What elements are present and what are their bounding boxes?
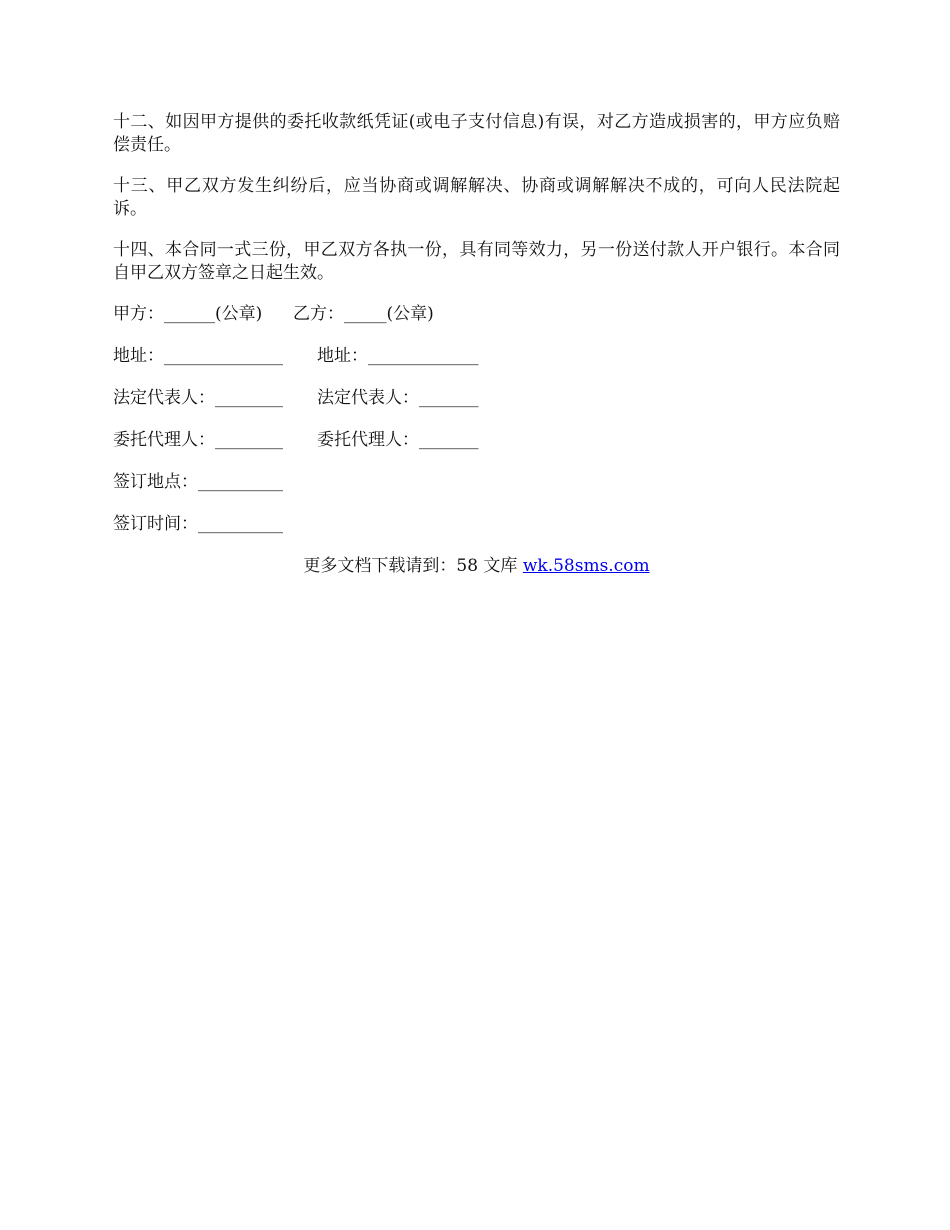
clause-12: 十二、如因甲方提供的委托收款纸凭证(或电子支付信息)有误，对乙方造成损害的，甲方应负赔偿责任。 xyxy=(113,112,840,155)
sign-place-row xyxy=(113,471,840,494)
address-a-field: 地址：______________ xyxy=(113,346,283,366)
party-a-field: 甲方：______(公章) xyxy=(113,304,263,324)
address-b-field: 地址：_____________ xyxy=(317,346,479,366)
clause-14: 十四、本合同一式三份，甲乙双方各执一份，具有同等效力，另一份送付款人开户银行。本合同自甲乙双方签章之日起生效。 xyxy=(113,240,840,283)
footer-text: 更多文档下载请到：58 文库 xyxy=(303,556,523,576)
clause-13: 十三、甲乙双方发生纠纷后，应当协商或调解解决、协商或调解解决不成的，可向人民法院起诉。 xyxy=(113,176,840,219)
sign-time-row xyxy=(113,513,840,536)
address-row xyxy=(113,345,840,368)
legal-rep-row xyxy=(113,387,840,410)
legal-rep-a-field: 法定代表人：________ xyxy=(113,388,283,408)
document-page xyxy=(113,111,840,578)
sign-place-field: 签订地点：__________ xyxy=(113,472,283,492)
footer-link[interactable]: wk.58sms.com xyxy=(522,556,650,576)
sign-time-field: 签订时间：__________ xyxy=(113,514,283,534)
legal-rep-b-field: 法定代表人：_______ xyxy=(317,388,479,408)
agent-a-field: 委托代理人：________ xyxy=(113,430,283,450)
agent-row xyxy=(113,429,840,452)
party-b-field: 乙方：_____(公章) xyxy=(293,304,434,324)
footer xyxy=(113,555,840,578)
agent-b-field: 委托代理人：_______ xyxy=(317,430,479,450)
party-row xyxy=(113,303,840,326)
